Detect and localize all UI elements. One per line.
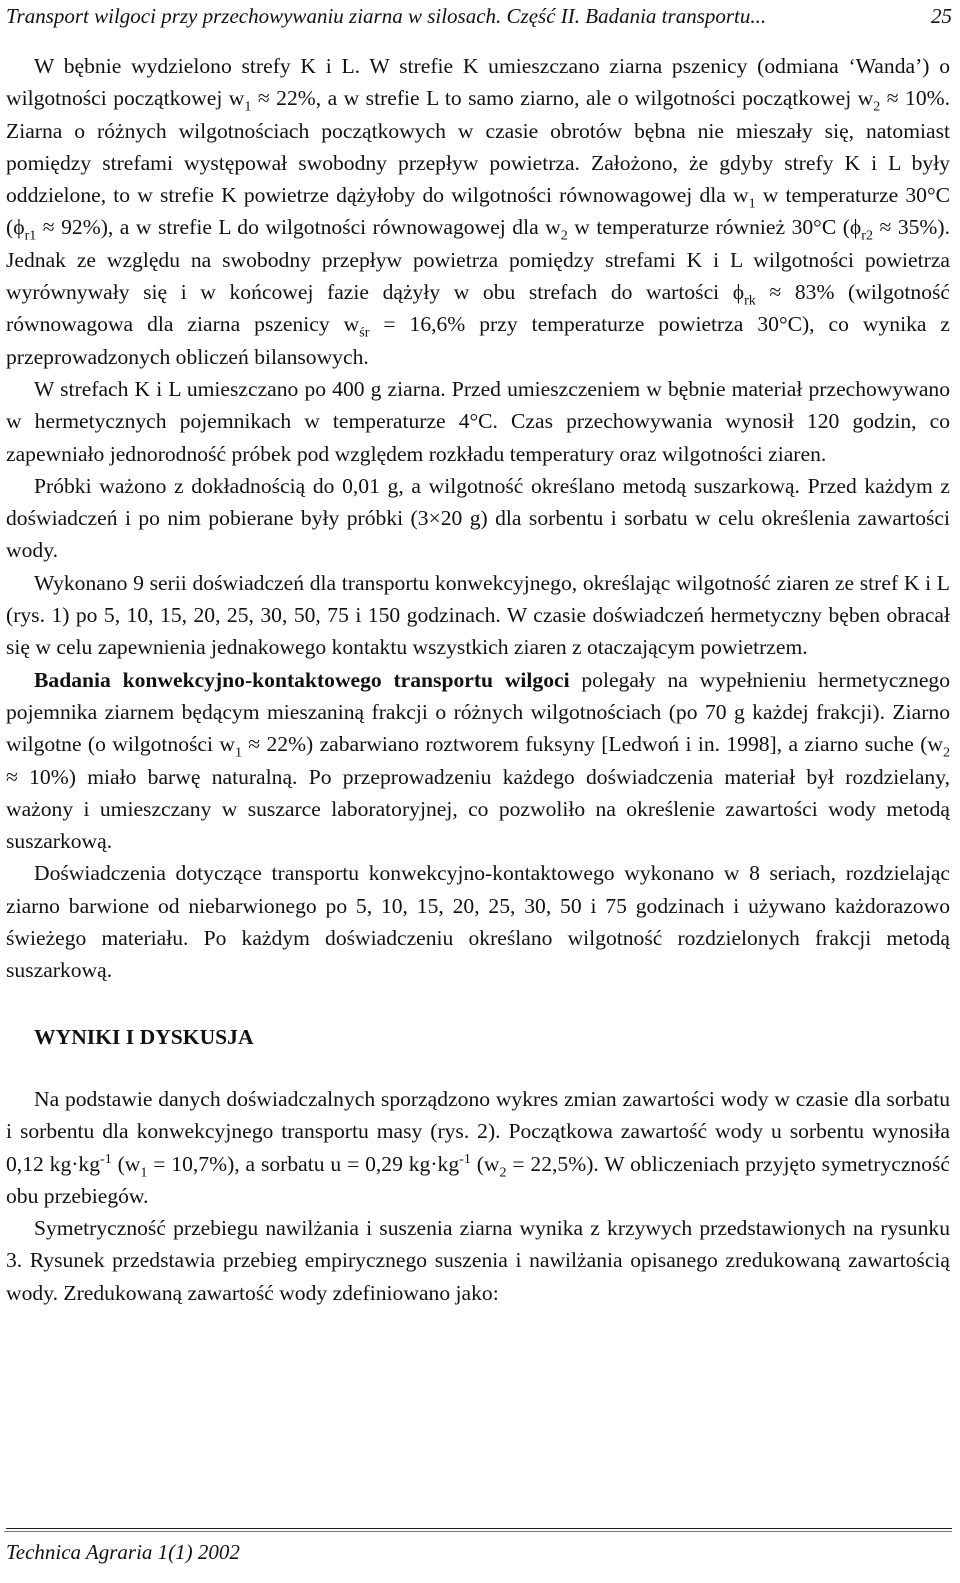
paragraph-5	[6, 664, 950, 858]
paragraph-8: Symetryczność przebiegu nawilżania i suszenia ziarna wynika z krzywych przedstawionych na rysunku 3. Rysunek przedstawia przebieg empirycznego suszenia i nawilżania opisanego zredukowaną zawartością wody. Zredukowaną zawartość wody zdefiniowano jako:	[6, 1216, 950, 1305]
spacer	[6, 987, 950, 1021]
footer-rule	[6, 1528, 952, 1529]
p7-sup-a: -1	[100, 1150, 112, 1167]
p1-sub-b: 2	[873, 98, 881, 115]
p1-text-e: ≈ 92%), a w strefie L do wilgotności równowagowej dla w	[36, 215, 561, 240]
p1-sub-f: r2	[861, 227, 873, 244]
p5-sub-b: 2	[942, 744, 950, 761]
section-heading: WYNIKI I DYSKUSJA	[34, 1024, 254, 1049]
spacer	[6, 1053, 950, 1083]
p5-text-a: polegały na wypełnieniu hermetycznego pojemnika ziarnem będącym mieszaniną frakcji o różnych wilgotnościach (po 70 g każdej frakcji). Ziarno wilgotne (o wilgotności w	[6, 667, 951, 757]
p1-sub-c: 1	[748, 195, 756, 212]
p1-text-i: = 16,6% przy temperaturze powietrza 30°C), co wynika z przeprowadzonych obliczeń bilansowych.	[6, 312, 951, 369]
p1-text-g: ≈ 35%). Jednak ze względu na swobodny przepływ powietrza pomiędzy strefami K i L wilgotności powietrza wyrównywały się i w końcowej fazie dążyły w obu strefach do wartości ϕ	[6, 215, 951, 305]
p1-sub-d: r1	[24, 227, 37, 244]
p7-text-b: (w	[111, 1151, 141, 1176]
page-number: 25	[931, 4, 952, 28]
p1-sub-a: 1	[244, 98, 252, 115]
p7-text-a: Na podstawie danych doświadczalnych sporządzono wykres zmian zawartości wody w czasie dla sorbatu i sorbentu dla konwekcyjnego transportu masy (rys. 2). Początkowa zawartość wody u sorbentu wynosiła 0,12 kg·kg	[6, 1086, 950, 1176]
p1-text-a: W bębnie wydzielono strefy K i L. W strefie K umieszczano ziarna pszenicy (odmiana ‘Wanda’) o wilgotności początkowej w	[6, 54, 950, 111]
body-text	[6, 50, 950, 1309]
p7-text-e: = 22,5%). W obliczeniach przyjęto symetryczność obu przebiegów.	[6, 1151, 951, 1208]
p5-sub-a: 1	[234, 744, 242, 761]
p1-sub-h: śr	[359, 324, 370, 341]
paragraph-7	[6, 1083, 950, 1212]
p5-text-b: ≈ 22%) zabarwiano roztworem fuksyny [Ledwoń i in. 1998], a ziarno suche (w	[241, 732, 943, 757]
paragraph-1	[6, 50, 950, 373]
p1-text-d: w temperaturze 30°C (ϕ	[6, 183, 950, 240]
p1-sub-g: rk	[744, 292, 756, 309]
paragraph-2: W strefach K i L umieszczano po 400 g ziarna. Przed umieszczeniem w bębnie materiał przechowywano w hermetycznych pojemnikach w temperaturze 4°C. Czas przechowywania wynosił 120 godzin, co zapewniało jednorodność próbek pod względem rozkładu temperatury oraz wilgotności ziaren.	[6, 376, 950, 466]
journal-footer: Technica Agraria 1(1) 2002	[6, 1540, 240, 1564]
p1-text-h: ≈ 83% (wilgotność równowagowa dla ziarna pszenicy w	[6, 280, 950, 337]
paragraph-3: Próbki ważono z dokładnością do 0,01 g, a wilgotność określano metodą suszarkową. Przed każdym z doświadczeń i po nim pobierane były próbki (3×20 g) dla sorbentu i sorbatu w celu określenia zawartości wody.	[6, 473, 950, 563]
p1-text-f: w temperaturze również 30°C (ϕ	[567, 215, 862, 240]
p1-text-b: ≈ 22%, a w strefie L to samo ziarno, ale o wilgotności początkowej w	[251, 86, 874, 111]
p7-text-c: = 10,7%), a sorbatu u = 0,29 kg·kg	[147, 1151, 460, 1176]
p7-text-d: (w	[470, 1151, 500, 1176]
p1-sub-e: 2	[560, 227, 568, 244]
p7-sub-b: 1	[140, 1163, 148, 1180]
p1-text-c: ≈ 10%. Ziarna o różnych wilgotnościach początkowych w czasie obrotów bębna nie mieszały się, natomiast pomiędzy strefami występował swobodny przepływ powietrza. Założono, że gdyby strefy K i L były oddzielone, to w strefie K powietrze dążyłoby do wilgotności równowagowej dla w	[6, 86, 950, 208]
paragraph-6: Doświadczenia dotyczące transportu konwekcyjno-kontaktowego wykonano w 8 seriach, rozdzielając ziarno barwione od niebarwionego po 5, 10, 15, 20, 25, 30, 50 i 75 godzinach i używano każdorazowo świeżego materiału. Po każdym doświadczeniu określano wilgotność rozdzielonych frakcji metodą suszarkową.	[6, 861, 950, 983]
running-title: Transport wilgoci przy przechowywaniu ziarna w silosach. Część II. Badania transportu...	[6, 4, 767, 28]
running-header	[6, 4, 952, 34]
p7-sup-c: -1	[459, 1150, 471, 1167]
p5-bold-lead: Badania konwekcyjno-kontaktowego transportu wilgoci	[34, 667, 570, 692]
footer-rule-secondary	[4, 1531, 952, 1532]
p5-text-c: ≈ 10%) miało barwę naturalną. Po przeprowadzeniu każdego doświadczenia materiał był rozdzielany, ważony i umieszczany w suszarce laboratoryjnej, co pozwoliło na określenie zawartości wody metodą suszarkową.	[6, 764, 950, 854]
paragraph-4: Wykonano 9 serii doświadczeń dla transportu konwekcyjnego, określając wilgotność ziaren ze stref K i L (rys. 1) po 5, 10, 15, 20, 25, 30, 50, 75 i 150 godzinach. W czasie doświadczeń hermetyczny bęben obracał się w celu zapewnienia jednakowego kontaktu wszystkich ziaren z otaczającym powietrzem.	[6, 570, 950, 660]
p7-sub-d: 2	[499, 1163, 507, 1180]
